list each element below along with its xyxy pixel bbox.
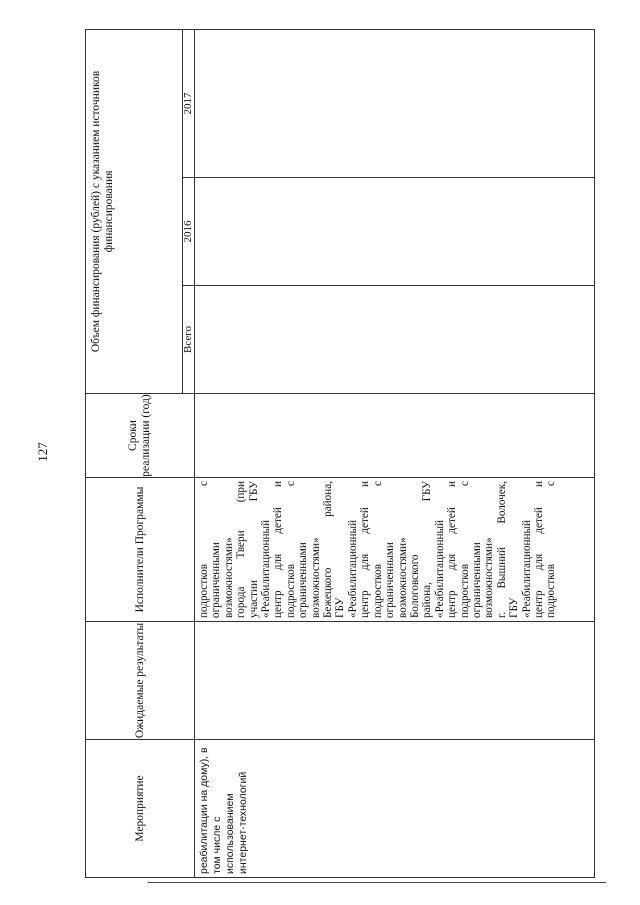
executor-line: ГБУ	[334, 597, 347, 618]
header-terms: Сроки реализации (год)	[86, 394, 195, 478]
executor-line: ограниченными	[470, 542, 483, 618]
executors-list	[198, 481, 558, 618]
table-row	[195, 29, 595, 877]
header-funding: Объем финансирования (рублей) с указанием источников финансирования	[86, 29, 183, 393]
executor-line: района, ГБУ	[421, 481, 434, 618]
executor-line: участии ГБУ	[247, 481, 260, 618]
executor-line: «Реабилитационный	[346, 519, 359, 618]
executor-line: подростков с	[371, 481, 384, 618]
executor-line: центр для детей и	[446, 481, 459, 618]
executor-line: «Реабилитационный	[260, 519, 273, 618]
executor-line: центр для детей и	[272, 481, 285, 618]
header-results: Ожидаемые результаты	[86, 622, 195, 740]
program-table-rotated	[85, 30, 595, 878]
executor-line: возможностями»	[483, 537, 496, 618]
program-table-frame	[85, 30, 595, 878]
executor-line: подростков с	[198, 481, 210, 618]
executor-line: ГБУ	[508, 597, 521, 618]
header-year-2016: 2016	[183, 178, 195, 286]
executor-line: центр для детей и	[359, 481, 372, 618]
page-number: 127	[35, 442, 50, 462]
cell-funding-2016	[195, 178, 595, 286]
cell-results	[195, 622, 595, 740]
header-executors: Исполнители Программы	[86, 478, 195, 622]
executor-line: подростков с	[545, 481, 558, 618]
cell-measure: реабилитации на дому), в том числе с использованием интернет-технологий	[195, 740, 595, 878]
cell-funding-2017	[195, 29, 595, 177]
cell-funding-total	[195, 286, 595, 394]
header-measure: Мероприятие	[86, 740, 195, 878]
header-year-2017: 2017	[183, 29, 195, 177]
executor-line: города Твери (при	[235, 481, 248, 618]
program-table	[85, 29, 595, 878]
footer-rule	[148, 882, 606, 883]
executor-line: подростков с	[458, 481, 471, 618]
executor-line: Бежецкого района,	[322, 481, 335, 618]
executor-line: «Реабилитационный	[520, 519, 533, 618]
executor-line: возможностями»	[396, 537, 409, 618]
executor-line: ограниченными	[384, 542, 397, 618]
executor-line: г. Вышний Волочек,	[495, 481, 508, 618]
executor-line: ограниченными	[210, 542, 223, 618]
executor-line: Бологовского	[408, 554, 421, 618]
executor-line: ограниченными	[297, 542, 310, 618]
cell-executors	[195, 478, 595, 622]
header-year-total: Всего	[183, 286, 195, 394]
table-header-row	[86, 29, 183, 877]
executor-line: «Реабилитационный	[433, 519, 446, 618]
cell-terms	[195, 394, 595, 478]
executor-line: подростков с	[284, 481, 297, 618]
executor-line: центр для детей и	[532, 481, 545, 618]
executor-line: возможностями»	[222, 537, 235, 618]
executor-line: возможностями»	[309, 537, 322, 618]
